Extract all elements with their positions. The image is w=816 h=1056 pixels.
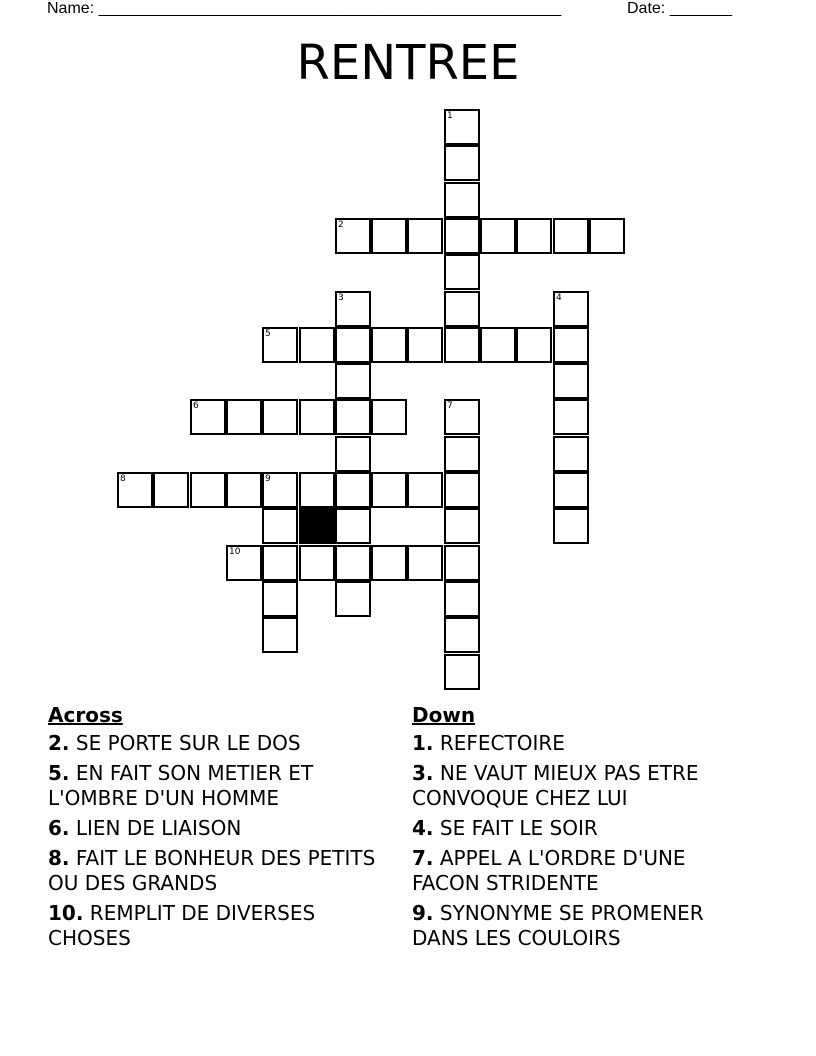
across-clues bbox=[48, 703, 388, 956]
grid-cell[interactable] bbox=[516, 327, 552, 363]
clue-number: 8. bbox=[48, 846, 70, 870]
grid-cell[interactable] bbox=[444, 545, 480, 581]
clue-number: 9. bbox=[412, 901, 434, 925]
clue-text: LIEN DE LIAISON bbox=[75, 816, 242, 840]
grid-cell[interactable] bbox=[371, 218, 407, 254]
clue-number-label: 10 bbox=[229, 547, 241, 557]
grid-cell[interactable] bbox=[407, 218, 443, 254]
clue-down-9 bbox=[412, 901, 752, 951]
clue-number-label: 4 bbox=[556, 293, 562, 303]
grid-cell[interactable] bbox=[444, 472, 480, 508]
clue-text: EN FAIT SON METIER ET L'OMBRE D'UN HOMME bbox=[48, 761, 314, 810]
clue-across-8 bbox=[48, 846, 388, 896]
clue-number: 4. bbox=[412, 816, 434, 840]
grid-cell[interactable] bbox=[444, 508, 480, 544]
clue-text: APPEL A L'ORDRE D'UNE FACON STRIDENTE bbox=[412, 846, 686, 895]
clue-number-label: 7 bbox=[447, 401, 453, 411]
grid-cell-3[interactable] bbox=[335, 291, 371, 327]
grid-cell[interactable] bbox=[444, 581, 480, 617]
grid-cell[interactable] bbox=[335, 436, 371, 472]
grid-cell[interactable] bbox=[335, 327, 371, 363]
grid-cell[interactable] bbox=[299, 545, 335, 581]
clue-number: 10. bbox=[48, 901, 84, 925]
grid-cell[interactable] bbox=[299, 472, 335, 508]
grid-cell[interactable] bbox=[553, 363, 589, 399]
clue-number: 1. bbox=[412, 731, 434, 755]
clue-number-label: 8 bbox=[120, 474, 126, 484]
grid-cell[interactable] bbox=[371, 399, 407, 435]
grid-cell[interactable] bbox=[553, 218, 589, 254]
clue-across-10 bbox=[48, 901, 388, 951]
grid-cell[interactable] bbox=[444, 436, 480, 472]
name-field-label: Name: ____________________________________________________ bbox=[47, 0, 562, 17]
grid-cell[interactable] bbox=[589, 218, 625, 254]
clue-number: 5. bbox=[48, 761, 70, 785]
grid-cell-2[interactable] bbox=[335, 218, 371, 254]
grid-cell-7[interactable] bbox=[444, 399, 480, 435]
grid-cell[interactable] bbox=[553, 472, 589, 508]
down-heading: Down bbox=[412, 703, 476, 727]
grid-cell[interactable] bbox=[190, 472, 226, 508]
clue-across-6 bbox=[48, 816, 388, 841]
grid-cell[interactable] bbox=[444, 327, 480, 363]
grid-cell[interactable] bbox=[299, 399, 335, 435]
clue-text: SE PORTE SUR LE DOS bbox=[75, 731, 301, 755]
clue-text: REMPLIT DE DIVERSES CHOSES bbox=[48, 901, 316, 950]
grid-cell-9[interactable] bbox=[262, 472, 298, 508]
grid-cell[interactable] bbox=[444, 145, 480, 181]
grid-cell-10[interactable] bbox=[226, 545, 262, 581]
clue-text: FAIT LE BONHEUR DES PETITS OU DES GRANDS bbox=[48, 846, 376, 895]
clue-text: REFECTOIRE bbox=[439, 731, 565, 755]
clue-number: 2. bbox=[48, 731, 70, 755]
clue-text: NE VAUT MIEUX PAS ETRE CONVOQUE CHEZ LUI bbox=[412, 761, 699, 810]
date-field-label: Date: _______ bbox=[627, 0, 732, 17]
grid-cell[interactable] bbox=[335, 508, 371, 544]
clue-number-label: 2 bbox=[338, 220, 344, 230]
grid-cell[interactable] bbox=[407, 472, 443, 508]
grid-cell[interactable] bbox=[335, 581, 371, 617]
grid-cell[interactable] bbox=[553, 399, 589, 435]
across-heading: Across bbox=[48, 703, 123, 727]
clue-number: 3. bbox=[412, 761, 434, 785]
grid-cell[interactable] bbox=[553, 436, 589, 472]
grid-cell[interactable] bbox=[299, 327, 335, 363]
grid-cell[interactable] bbox=[335, 472, 371, 508]
grid-cell[interactable] bbox=[153, 472, 189, 508]
clue-number-label: 5 bbox=[265, 329, 271, 339]
page-title: RENTREE bbox=[296, 35, 520, 91]
grid-cell[interactable] bbox=[262, 399, 298, 435]
clue-down-3 bbox=[412, 761, 752, 811]
clue-down-7 bbox=[412, 846, 752, 896]
clue-down-1 bbox=[412, 731, 752, 756]
clue-number-label: 1 bbox=[447, 111, 453, 121]
grid-cell[interactable] bbox=[262, 508, 298, 544]
clue-number-label: 6 bbox=[193, 401, 199, 411]
grid-cell[interactable] bbox=[371, 472, 407, 508]
grid-cell[interactable] bbox=[480, 327, 516, 363]
clue-number-label: 9 bbox=[265, 474, 271, 484]
grid-cell[interactable] bbox=[444, 654, 480, 690]
clue-number-label: 3 bbox=[338, 293, 344, 303]
grid-cell-5[interactable] bbox=[262, 327, 298, 363]
grid-cell[interactable] bbox=[226, 399, 262, 435]
grid-cell-4[interactable] bbox=[553, 291, 589, 327]
grid-cell[interactable] bbox=[407, 327, 443, 363]
grid-cell[interactable] bbox=[480, 218, 516, 254]
grid-cell[interactable] bbox=[262, 581, 298, 617]
grid-cell[interactable] bbox=[371, 545, 407, 581]
down-clues bbox=[412, 703, 752, 956]
grid-cell-8[interactable] bbox=[117, 472, 153, 508]
grid-cell[interactable] bbox=[335, 363, 371, 399]
grid-cell[interactable] bbox=[407, 545, 443, 581]
grid-cell[interactable] bbox=[553, 327, 589, 363]
black-square bbox=[299, 508, 335, 544]
grid-cell[interactable] bbox=[516, 218, 552, 254]
grid-cell[interactable] bbox=[444, 291, 480, 327]
clue-number: 6. bbox=[48, 816, 70, 840]
grid-cell[interactable] bbox=[262, 545, 298, 581]
clue-across-2 bbox=[48, 731, 388, 756]
grid-cell[interactable] bbox=[444, 254, 480, 290]
grid-cell[interactable] bbox=[335, 399, 371, 435]
clue-number: 7. bbox=[412, 846, 434, 870]
grid-cell[interactable] bbox=[262, 617, 298, 653]
grid-cell[interactable] bbox=[553, 508, 589, 544]
grid-cell[interactable] bbox=[226, 472, 262, 508]
grid-cell-6[interactable] bbox=[190, 399, 226, 435]
grid-cell-1[interactable] bbox=[444, 109, 480, 145]
clue-down-4 bbox=[412, 816, 752, 841]
grid-cell[interactable] bbox=[335, 545, 371, 581]
grid-cell[interactable] bbox=[444, 182, 480, 218]
clue-text: SE FAIT LE SOIR bbox=[439, 816, 598, 840]
grid-cell[interactable] bbox=[444, 218, 480, 254]
grid-cell[interactable] bbox=[444, 617, 480, 653]
clue-text: SYNONYME SE PROMENER DANS LES COULOIRS bbox=[412, 901, 704, 950]
clue-across-5 bbox=[48, 761, 388, 811]
grid-cell[interactable] bbox=[371, 327, 407, 363]
